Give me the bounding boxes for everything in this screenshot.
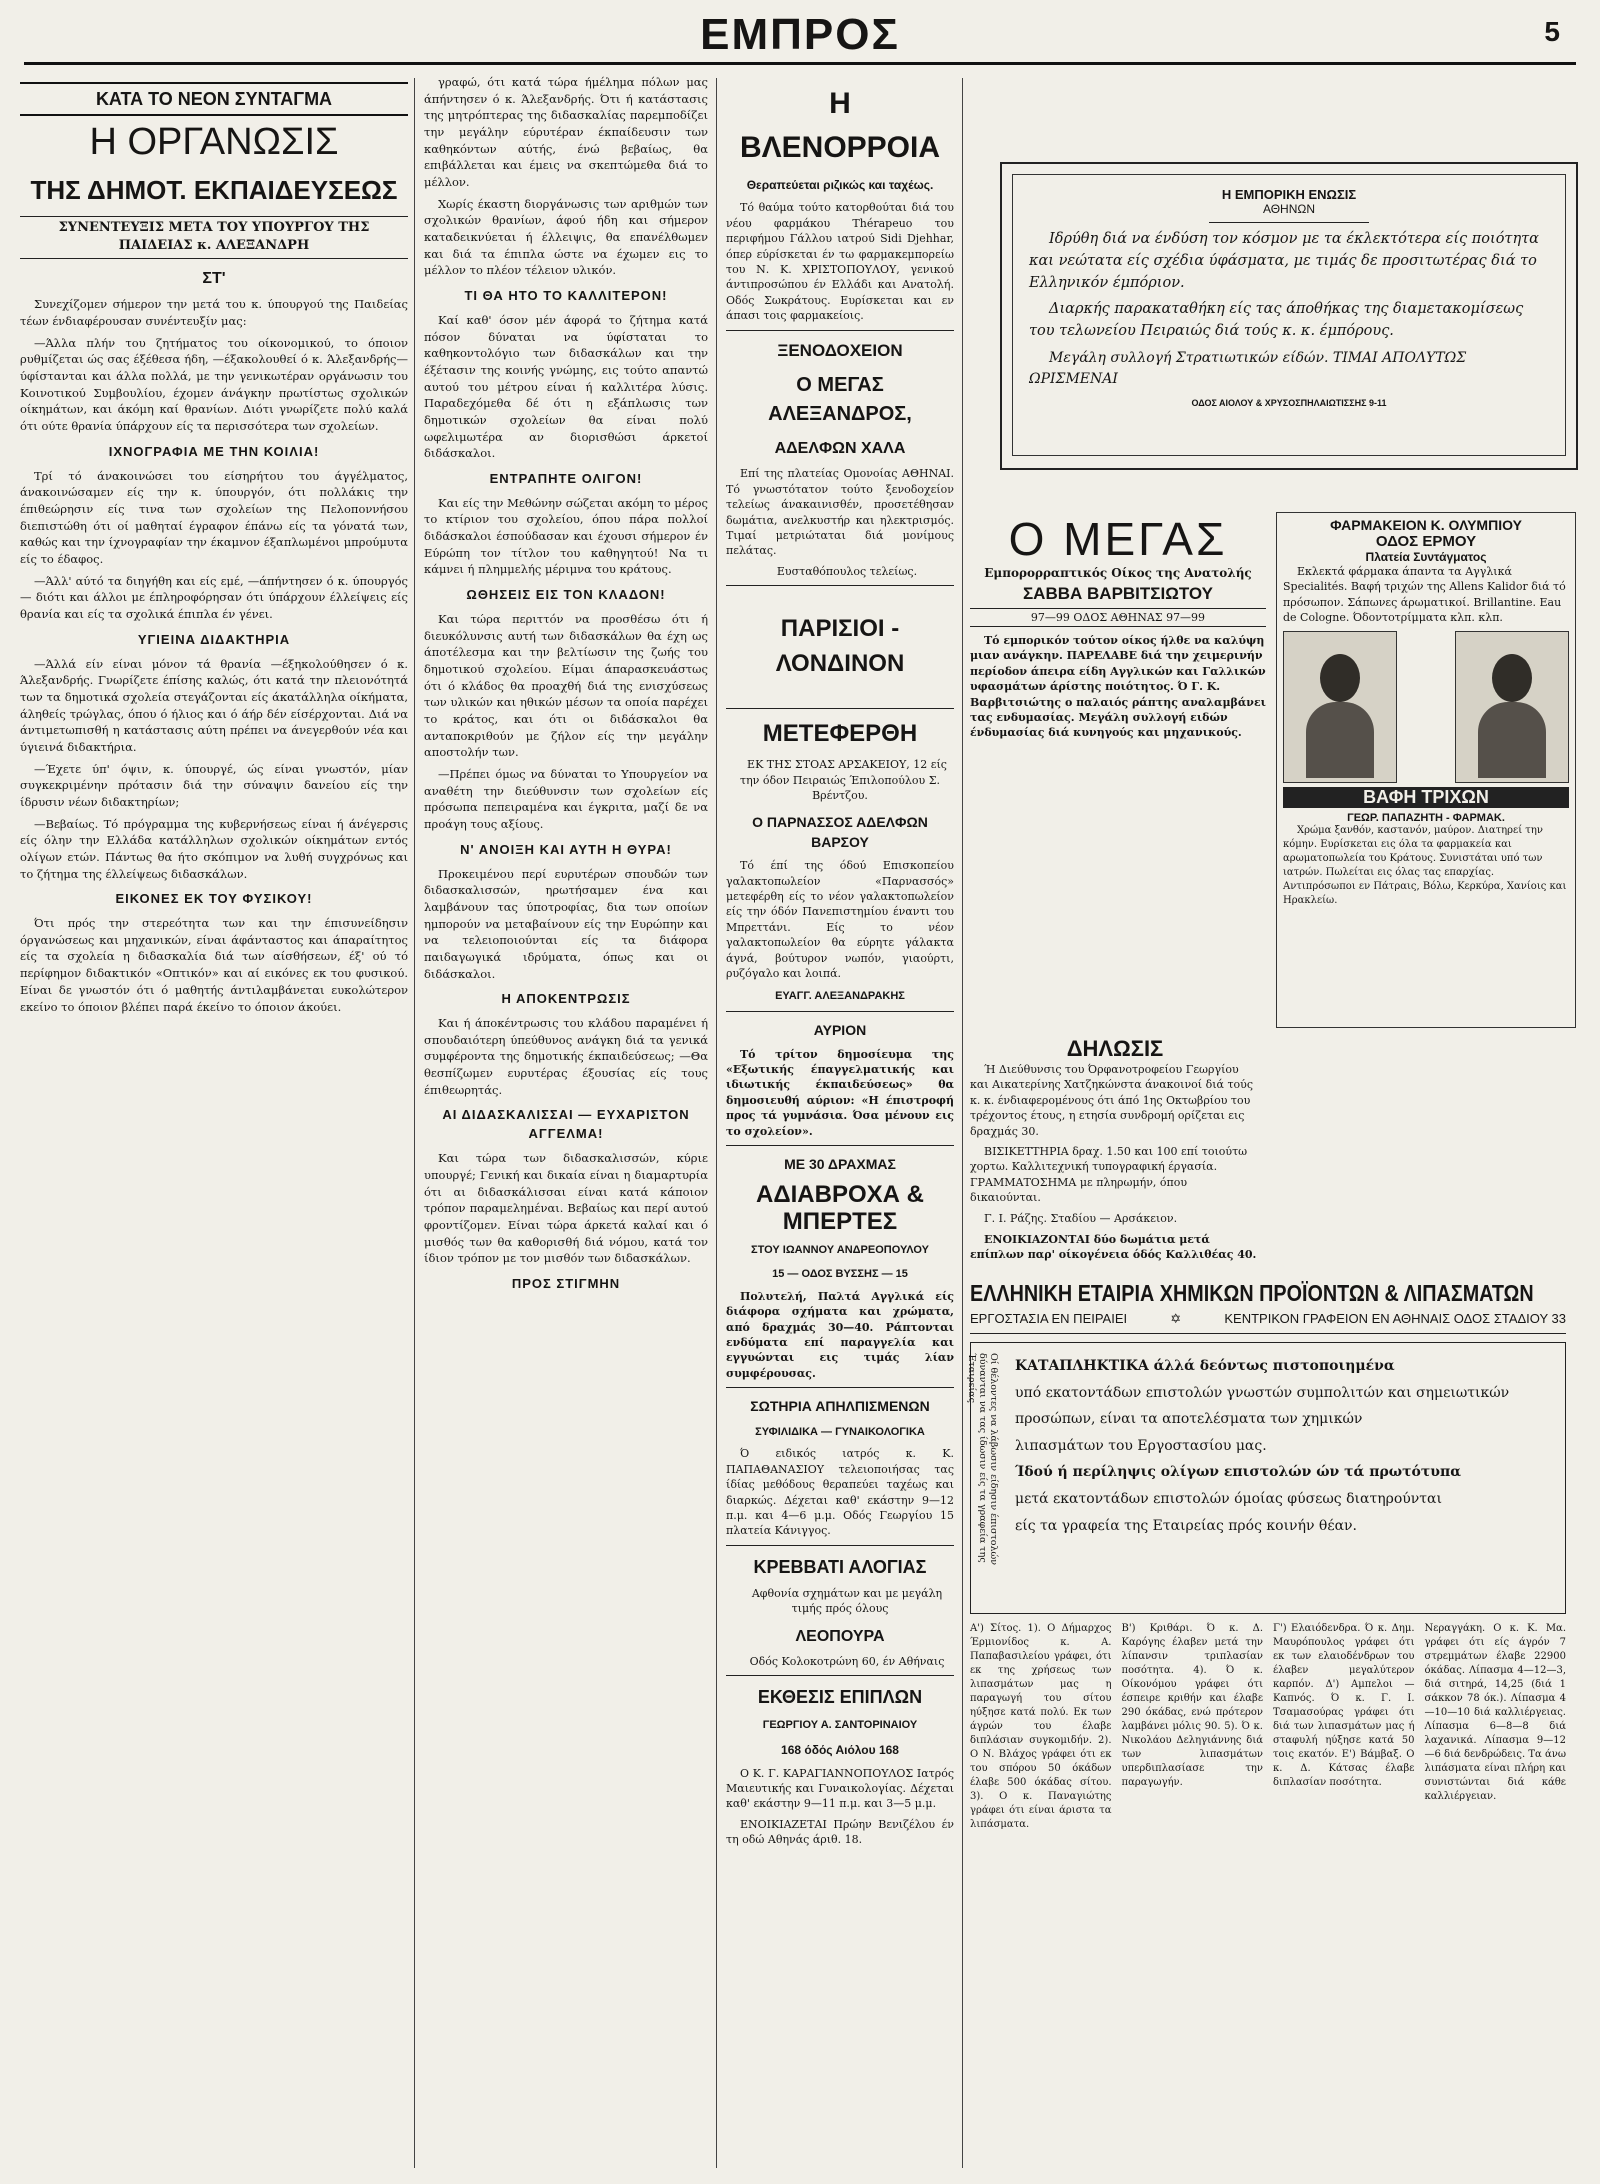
ads-column-3 [726, 74, 954, 2170]
divider [726, 330, 954, 331]
ad-line: Ίδού ή περίληψις ολίγων επιστολών ών τά πρωτότυπα [1015, 1464, 1461, 1481]
article-column-1 [20, 74, 408, 2170]
column-divider [962, 78, 963, 2168]
chemical-ad [966, 1280, 1566, 2160]
ad-title: ΑΔΙΑΒΡΟΧΑ & ΜΠΕΡΤΕΣ [756, 1181, 924, 1235]
testimonial-col: Γ') Ελαιόδενδρα. Ό κ. Δημ. Μαυρόπουλος γράφει ότι εκ των ελαιοδένδρων του έλαβεν μεγαλύτερον καρπόν. Δ') Αμπελοι — Καπνός. Ό κ. Γ. Ι. Τσαμασούρας γράφει ότι διά των λιπασμάτων μας ή σταφυλή ηύξησε κατά 50 τοις εκατόν. Ε') Βάμβαξ. Ο κ. Δ. Κάτσας έλαβε διπλασίαν ποσότητα. [1273, 1623, 1415, 1788]
page-number: 5 [1544, 16, 1560, 47]
ad-title: ΠΑΡΙΣΙΟΙ - ΛΟΝΔΙΝΟΝ [775, 615, 905, 677]
paragraph: γραφώ, ότι κατά τώρα ήμέλημα πόλων μας άπήντησεν ό κ. Άλεξανδρής. Ότι ή κατάστασις της μητρόπτερας της διδασκαλίας παρεμποδίζει την μεγάλην εύρυτέραν έκπαίδευσιν των καθηκόντων αύτής, ένώ βεβαίως, θα επιβάλλεται και έμεις να σκεπτώμεθα διά το μέλλον. [424, 75, 708, 190]
paragraph: Προκειμένου περί ευρυτέρων σπουδών των διδασκαλισσών, ηρωτήσαμεν ένα και λαμβάνουν τας ύποτροφίας, δια των οποίων ημπορούν να μεταβαίνουν είς την Ευρώπην και να τελειοποιούνται είς τα διάφορα παιδαγωγικά ιδρύματα, όπως και οι διδάσκαλοι. [424, 866, 708, 981]
divider [726, 1675, 954, 1676]
subheading: ΕΙΚΟΝΕΣ ΕΚ ΤΟΥ ΦΥΣΙΚΟΥ! [115, 891, 313, 907]
ad-line: λιπασμάτων του Εργοστασίου μας. [1015, 1437, 1267, 1454]
ad-body: ΕΝΟΙΚΙΑΖΕΤΑΙ Πρώην Βενιζέλου έν τη οδώ Αθηνάς άριθ. 18. [726, 1817, 954, 1847]
divider [726, 1145, 954, 1146]
ad-subtitle: ΣΥΦΙΛΙΔΙΚΑ — ΓΥΝΑΙΚΟΛΟΓΙΚΑ [755, 1425, 925, 1438]
union-ad [1000, 162, 1578, 470]
ad-title: ΕΛΛΗΝΙΚΗ ΕΤΑΙΡΙΑ ΧΗΜΙΚΩΝ ΠΡΟΪΟΝΤΩΝ & ΛΙΠΑΣΜΑΤΩΝ [970, 1280, 1534, 1306]
divider [726, 708, 954, 709]
ad-subtitle: Εμπορορραπτικός Οίκος της Ανατολής [984, 566, 1252, 580]
paragraph: Ότι πρός την στερεότητα των και την έπισυνείδησιν όργανώσεως και μηχανικών, είναι άφάνταστος και άπαραίτητος είς τα σχολεία η διδασκαλία διά των αίσθήσεων, έξ' ού τό περίφημον διδακτικόν «Οπτικόν» και αί εικόνες εκ του φυσικού. Είναι δε γνωστόν ότι ό μαθητής άντιλαμβάνεται ευκολώτερον εκείνο το όποιον βλέπει παρά έκείνο το όποιον άκούει. [20, 916, 408, 1014]
megas-ad [970, 512, 1266, 1026]
ad-body: Ο Κ. Γ. ΚΑΡΑΓΙΑΝΝΟΠΟΥΛΟΣ Ιατρός Μαιευτικής και Γυναικολογίας. Δέχεται καθ' εκάστην 9—11 π.μ. και 3—5 μ.μ. [726, 1766, 954, 1811]
ad-title: Ο ΜΕΓΑΣ ΑΛΕΞΑΝΔΡΟΣ, [768, 374, 912, 426]
testimonial-col: Νεραγγάκη. Ο κ. Κ. Μα. γράφει ότι είς άγρόν 7 στρεμμάτων έλαβε 22900 όκάδας. Λίπασμα 4—12—3, διά σιτηρά, 14,25 (διά 1 σάκκον 78 όκ.). Λίπασμα 4—10—10 διά καλλιέργειας. Λίπασμα 6—8—8 διά λαχανικά. Λίπασμα 9—12—6 διά δενδρώδεις. Τα άνω λιπάσματα είναι πλήρη και συνιστώνται διά κάθε καλλιέργειαν. [1424, 1623, 1566, 1802]
ad-title: ΦΑΡΜΑΚΕΙΟΝ Κ. ΟΛΥΜΠΙΟΥ [1330, 517, 1522, 533]
ad-subtitle: ΓΕΩΡ. ΠΑΠΑΖΗΤΗ - ΦΑΡΜΑΚ. [1347, 811, 1505, 824]
subheading: Ν' ΑΝΟΙΞΗ ΚΑΙ ΑΥΤΗ Η ΘΥΡΑ! [460, 841, 672, 857]
rent-notice [970, 1232, 1266, 1272]
ad-body: Τό θαύμα τούτο κατορθούται διά του νέου φαρμάκου Thérapeuo του περιφήμου Γάλλου ιατρού Sidi Djehhar, όπερ εύρίσκεται έν τω φαρμακεμπορείω του Ν. Κ. ΧΡΙΣΤΟΠΟΥΛΟΥ, γενικού άντιπροσώπου έν Ελλάδι και Ανατολή. Οδός Σωκράτους. Ευρίσκεται και εν άπασι τοις φαρμακείοις. [726, 201, 954, 323]
column-divider [716, 78, 717, 2168]
testimonial-col: Α') Σίτος. 1). Ο Δήμαρχος Έρμιονίδος κ. Α. Παπαβασιλείου γράφει, ότι εκ της χρήσεως των λιπασμάτων μας η παραγωγή του σίτου ηύξησε κατά πολύ. Εκ των άγρών του έλαβε διπλάσιαν συγκομιδήν. 2). Ο Ν. Βλάχος γράφει ότι εκ του σπόρου 50 όκάδων έλαβε 500 όκάδας σίτου. 3). Ο κ. Παναγιώτης γράφει ότι είναι άριστα τα λιπάσματα. [970, 1623, 1112, 1830]
divider [726, 1387, 954, 1388]
ad-title: ΣΩΤΗΡΙΑ ΑΠΗΛΠΙΣΜΕΝΩΝ [750, 1398, 930, 1415]
testimonial-col: Β') Κριθάρι. Ό κ. Δ. Καρόγης έλαβεν μετά την λίπανσιν τριπλασίαν ποσότητα. 4). Ό κ. Οίκονόμου γράφει ότι έσπειρε κριθήν και έλαβε 290 όκάδας, ενώ πρότερον λαμβάνει μόλις 90. 5). Ό κ. Νικολάου Δεληγιάννης διά των λιπασμάτων υπερδιπλασίασε την παραγωγήν. [1121, 1623, 1263, 1788]
ad-title: ΔΗΛΩΣΙΣ [1066, 1036, 1164, 1061]
testimonial-text [1015, 1353, 1551, 1539]
ad-title: ΑΥΡΙΟΝ [813, 1022, 867, 1039]
subheading: Η ΑΠΟΚΕΝΤΡΩΣΙΣ [501, 991, 631, 1007]
ad-title: ΒΑΦΗ ΤΡΙΧΩΝ [1283, 787, 1569, 808]
paragraph: Και τώρα περιττόν να προσθέσω ότι ή διευκόλυνσις αυτή των διδασκάλων θα έχη ως άποτέλεσμα και την βελτίωσιν της ζωής του δημοτικού σχολείου. Είμαι άπαρασκευάστως ότι ό κλάδος θα προαχθή διά της ενισχύσεως των υλικών και ηθικών μέσων τα οποία παρέχει το κράτος, και ότι οι διδάσκαλοι θα ανταποκριθούν με ζήλον είς την μεγάλην αποστολήν των. [424, 612, 708, 760]
paragraph: —Βεβαίως. Τό πρόγραμμα της κυβερνήσεως είναι ή άνέγερσις είς όλην την Ελλάδα κατάλληλων σχολικών οίκημάτων εντός ολίγων ετών. Πάντως θα ήτο σκόπιμον να λυθή συγχρόνως και το ζήτημα της έλλείψεως διδασκάλων. [20, 816, 408, 881]
paragraph: Και ή άποκέντρωσις του κλάδου παραμένει ή σπουδαιότερη ύπεύθυνος ανάγκη διά τα γενικά συμφέροντα της δημοτικής έκπαιδεύσεως; —Θα θεσπίζωμεν ευρυτέρας έξουσίας είς τους έπιθεωρητάς. [424, 1016, 708, 1097]
article-kicker: ΚΑΤΑ ΤΟ ΝΕΟΝ ΣΥΝΤΑΓΜΑ [20, 82, 408, 116]
ad-title: Η ΒΛΕΝΟΡΡΟΙΑ [739, 87, 941, 164]
subheading: ΑΙ ΔΙΔΑΣΚΑΛΙΣΣΑΙ — ΕΥΧΑΡΙΣΤΟΝ ΑΓΓΕΛΜΑ! [442, 1107, 690, 1142]
ad-subtitle: Πλατεία Συντάγματος [1365, 550, 1487, 564]
ad-body: Επί της πλατείας Ομονοίας ΑΘΗΝΑΙ. Τό γνωστότατον τούτο ξενοδοχείον τελείως άνακαινισθέν, προσετέθησαν δωμάτια, ανελκυστήρ και ηλεκτρισμός. Τιμαί μετριώταται διά μονίμους πελάτας. [726, 467, 954, 558]
ad-body: Πολυτελή, Παλτά Αγγλικά είς διάφορα σχήματα και χρώματα, από δραχμάς 30—40. Ράπτονται ενδύματα επί παραγγελία και εγγυώνται εις τιμάς λίαν συμφέρουσας. [726, 1289, 954, 1380]
ad-title: Η ΕΜΠΟΡΙΚΗ ΕΝΩΣΙΣ [1221, 187, 1357, 202]
ad-body: Γ. Ι. Ράζης. Σταδίου — Αρσάκειον. [984, 1211, 1178, 1225]
ad-line: υπό εκατοντάδων επιστολών γνωστών συμπολιτών και σημειωτικών προσώπων, είναι τα αποτελέσματα των χημικών [1015, 1384, 1510, 1428]
ad-subtitle: ΟΔΟΣ ΕΡΜΟΥ [1375, 533, 1477, 550]
ad-title: Ο ΜΕΓΑΣ [1008, 513, 1228, 565]
paragraph: —Άλλα πλήν του ζητήματος του οίκονομικού, το όποιον ρυθμίζεται ώς σας έξέθεσα ήδη, —έξακολουθεί ό κ. Άλεξανδρής— ύφίστανται και άλλα πολλά, με την γενικωτέραν οργάνωσιν του Κοινοτικού Συμβουλίου, έχομεν άνάγκην πρωτίστως σχολικών οίκημάτων, και άκόμη καί θρανίων. Διότι γνωρίζετε πολύ καλά ότι ούτε θρανία ύπάρχουν είς τα περισσότερα των σχολείων. [20, 335, 408, 434]
paragraph: —Πρέπει όμως να δύναται το Υπουργείον να αναθέτη την διεύθυνσιν των σχολείων είς πρόσωπα πεπειραμένα και έγκριτα, μαζί δε να προάγη τους αξίους. [424, 767, 708, 832]
subheading: ΥΓΙΕΙΝΑ ΔΙΔΑΚΤΗΡΙΑ [137, 631, 291, 647]
ad-subtitle: ΓΕΩΡΓΙΟΥ Α. ΣΑΝΤΟΡΙΝΑΙΟΥ [762, 1719, 918, 1732]
ad-address: ΟΔΟΣ ΑΙΟΛΟΥ & ΧΡΥΣΟΣΠΗΛΑΙΩΤΙΣΣΗΣ 9-11 [1191, 397, 1387, 408]
ad-kicker: ΞΕΝΟΔΟΧΕΙΟΝ [777, 340, 903, 360]
paragraph: Και είς την Μεθώνην σώζεται ακόμη το μέρος το κτίριον του σχολείου, όπου πάρα πολλοί διδάσκαλοι έσπούδασαν και έχουσι σήμερον έν Εύρώπη τον τίτλον του καθηγητού! Να τι κάμνει ή πλημμελής μέριμνα του κράτους. [424, 495, 708, 577]
subheading: ΙΧΝΟΓΡΑΦΙΑ ΜΕ ΤΗΝ ΚΟΙΛΙΑ! [108, 443, 320, 459]
ad-body: Ιδρύθη διά να ένδύση τον κόσμον με τα έκλεκτότερα είς ποιότητα και νεώτατα είς σχέδια ύφάσματα, με τιμάς δε προσιτωτέρας διά το Ελληνικόν έμπόριον. [1029, 231, 1539, 291]
ad-address: 15 — ΟΔΟΣ ΒΥΣΣΗΣ — 15 [772, 1267, 908, 1280]
ad-subtitle: Θεραπεύεται ριζικώς και ταχέως. [746, 178, 934, 192]
article-headline-2: ΤΗΣ ΔΗΜΟΤ. ΕΚΠΑΙΔΕΥΣΕΩΣ [30, 174, 398, 205]
subheading: ΕΝΤΡΑΠΗΤΕ ΟΛΙΓΟΝ! [489, 470, 643, 486]
divider [970, 1333, 1566, 1334]
ad-body: Τό τρίτον δημοσίευμα της «Εξωτικής έπαγγελματικής και ιδιωτικής έκπαιδεύσεως» θα δημοσιευθή αύριον: «Η έπιστροφή προς τά γυμνάσια. Όσα μένουν εις το σχολείον». [726, 1047, 954, 1138]
ad-title: Ο ΠΑΡΝΑΣΣΟΣ ΑΔΕΛΦΩΝ ΒΑΡΣΟΥ [752, 813, 928, 850]
testimonial-box [966, 1342, 1566, 1614]
ad-body: Διαρκής παρακαταθήκη είς τας άποθήκας της διαμετακομίσεως του τελωνείου Πειραιώς διά τούς κ. κ. έμπόρους. [1029, 301, 1524, 339]
ad-footer: Ευσταθόπουλος τελείως. [776, 564, 918, 578]
testimonial-columns [970, 1622, 1566, 1832]
ad-line: ΚΑΤΑΠΛΗΚΤΙΚΑ άλλά δεόντως πιστοποιημένα [1015, 1358, 1395, 1374]
divider [726, 1011, 954, 1012]
paragraph: —Έχετε ύπ' όψιν, κ. ύπουργέ, ώς είναι γνωστόν, μίαν συγκεκριμένην πρότασιν διά την σύναψιν δανείου είς την ίδρυσιν νέων διδακτηρίων; [20, 761, 408, 809]
ad-body: Τό έπί της όδού Επισκοπείου γαλακτοπωλείον «Παρνασσός» μετεφέρθη είς το νέον γαλακτοπωλείον είς την όδόν Πανεπιστημίου έναντι του Μπρεττάνι. Είς το νέον γαλακτοπωλείον θα εύρητε γάλακτα άγνά, βούτυρον νωπόν, γιαούρτι, ρυζόγαλο και λοιπά. [726, 859, 954, 980]
divider [1209, 222, 1369, 223]
ad-body: Ή Διεύθυνσις του Όρφανοτροφείου Γεωργίου και Αικατερίνης Χατζηκώνστα άνακοινοί διά τούς κ. κ. ένδιαφερομένους ότι άπό 1ης Οκτωβρίου του τρέχοντος έτους, η ετησία συνδρομή ορίζεται εις δραχμάς 30. [970, 1063, 1254, 1138]
woman-portrait [1455, 631, 1569, 783]
ad-subtitle: ΛΕΟΠΟΥΡΑ [795, 1627, 885, 1645]
paragraph: Τρί τό άνακοινώσει του είσηρήτου του άγγέλματος, άνακοινώσαμεν είς την κ. ύπουργόν, ότι πολλάκις την έπιθεώρησιν είς τινα των σχολείων της Πελοποννήσου διεπιστώθη ότι οί μαθηταί έγραφον έπάνω είς τα γόνατά των, καθώς και την ίχνογραφίαν την έκαμνον έξαπλωμένοι μπρούμυτα είς το έδαφος. [20, 468, 408, 567]
ad-body: Μεγάλη συλλογή Στρατιωτικών είδών. ΤΙΜΑΙ ΑΠΟΛΥΤΩΣ ΩΡΙΣΜΕΝΑΙ [1029, 349, 1467, 387]
subheading: ΩΘΗΣΕΙΣ ΕΙΣ ΤΟΝ ΚΛΑΔΟΝ! [466, 587, 666, 603]
signature: ΕΥΑΓΓ. ΑΛΕΞΑΝΔΡΑΚΗΣ [775, 990, 905, 1003]
ad-line: είς τα γραφεία της Εταιρείας πρός κοινήν θέαν. [1015, 1517, 1358, 1534]
ad-body: ΒΙΣΙΚΕΤΤΗΡΙΑ δραχ. 1.50 και 100 επί τοιούτω χορτω. Καλλιτεχνική τυπογραφική έργασία. ΓΡΑΜΜΑΤΟΣΗΜΑ με πληρωμήν, όπου δικαιούνται. [970, 1144, 1248, 1205]
article-headline: Η ΟΡΓΑΝΩΣΙΣ [89, 121, 339, 164]
ad-office: ΚΕΝΤΡΙΚΟΝ ΓΡΑΦΕΙΟΝ ΕΝ ΑΘΗΝΑΙΣ ΟΔΟΣ ΣΤΑΔΙΟΥ 33 [1224, 1311, 1566, 1326]
ad-title: ΚΡΕΒΒΑΤΙ ΑΛΟΓΙΑΣ [753, 1556, 927, 1577]
ad-subtitle: ΑΘΗΝΩΝ [1262, 202, 1316, 216]
paragraph: Καί καθ' όσον μέν άφορά το ζήτημα κατά πόσον δύναται να ύφίσταται το καθηκοντολόγιο των διδασκάλων και την έξέτασιν της κοινής γνώμης, εις τούτο απαντώ αυτού του μέτρου είναι ή καλλιτέρα λύσις. Παραδεχόμεθα δέ ότι η εξάπλωσις των δημοτικών σχολείων θα είναι πολύ ωφελιμωτέρα αν διορισθώσι άρκετοί διδάσκαλοι. [424, 312, 708, 461]
ad-title: ΕΚΘΕΣΙΣ ΕΠΙΠΛΩΝ [757, 1687, 923, 1708]
ad-address: 97—99 ΟΔΟΣ ΑΘΗΝΑΣ 97—99 [970, 608, 1266, 627]
ad-subtitle: ΑΔΕΛΦΩΝ ΧΑΛΑ [774, 440, 906, 458]
ad-subtitle: ΣΤΟΥ ΙΩΑΝΝΟΥ ΑΝΔΡΕΟΠΟΥΛΟΥ [751, 1244, 929, 1257]
paragraph: Χωρίς έκαστη διοργάνωσις των αριθμών των σχολικών θρανίων, άφού ήδη και σήμερον καταδεικνύεται ή έλλειψις, θα επανέλθωμεν και διά τα έπιπλα ώστε να έχωμεν εις το μέλλον το πλέον τέλειον υλικόν. [424, 196, 708, 278]
pharmacy-ad [1276, 512, 1576, 1028]
ad-body: Ό ειδικός ιατρός κ. Κ. ΠΑΠΑΘΑΝΑΣΙΟΥ τελειοποιήσας τας ίδίας μεθόδους θεραπεύει ταχέως και διαρκώς. Δέχεται καθ' εκάστην 9—12 π.μ. και 4—6 μ.μ. Οδός Γεωργίου 15 πλατεία Κάνιγγος. [726, 1447, 954, 1538]
masthead [0, 0, 1600, 70]
ad-body: Αφθονία σχημάτων και με μεγάλη τιμής πρός όλους [751, 1586, 943, 1616]
ad-line: μετά εκατοντάδων επιστολών όμοίας φύσεως διατηρούνται [1015, 1490, 1442, 1507]
side-note: Οί θέλοντες να λάβωσιν είδησιν έπιστολών δύνανται να τας ίδωσιν είς τα γραφεία της Έταιρείας [966, 1353, 999, 1566]
divider [726, 585, 954, 586]
article-column-2 [424, 74, 708, 2170]
portrait-row [1277, 631, 1575, 783]
ad-header-row [970, 1311, 1566, 1327]
paragraph: —Άλλ' αύτό τα διηγήθη και είς εμέ, —άπήντησεν ό κ. ύπουργός— διότι και άλλοι με έπληροφόρησαν ότι ύπάρχουν έλλείψεις είς θρανία και είς τα σχολικά έπιπλα έν γένει. [20, 573, 408, 622]
ad-factory: ΕΡΓΟΣΤΑΣΙΑ ΕΝ ΠΕΙΡΑΙΕΙ [970, 1311, 1128, 1326]
ad-body: Χρώμα ξανθόν, καστανόν, μαύρον. Διατηρεί την κόμην. Ευρίσκεται εις όλα τα φαρμακεία και αρωματοπωλεία του Κράτους. Συνιστάται υπό των ιατρών. Πωλείται εις όλας τας επαρχίας. Αντιπρόσωποι εν Πάτραις, Βόλω, Κερκύρα, Χανίοις και Ηρακλείω. [1283, 824, 1567, 906]
ad-body: Εκλεκτά φάρμακα άπαντα τα Αγγλικά Specialités. Βαφή τριχών της Allens Kalidor διά τό πρόσωπον. Σάπωνες άρωματικοί. Brillantine. Eau de Cologne. Όδοντοτρίμματα κλπ. κλπ. [1283, 565, 1566, 625]
masthead-rule [24, 62, 1576, 65]
column-divider [414, 78, 415, 2168]
article-part: ΣΤ' [202, 270, 226, 288]
paragraph: Συνεχίζομεν σήμερον την μετά του κ. ύπουργού της Παιδείας τέων ένδιαφέρουσαν συνέντευξίν μας: [20, 297, 408, 329]
subheading: ΤΙ ΘΑ ΗΤΟ ΤΟ ΚΑΛΛΙΤΕΡΟΝ! [464, 288, 668, 304]
dilosis-notice [970, 1036, 1566, 1224]
ad-name: ΣΑΒΒΑ ΒΑΡΒΙΤΣΙΩΤΟΥ [1022, 584, 1214, 603]
paragraph: —Άλλά είν είναι μόνον τά θρανία —έξηκολούθησεν ό κ. Άλεξανδρής. Γνωρίζετε έπίσης καλώς, ότι κατά την πλειονότητά των τα δημοτικά σχολεία στεγάζονται είς άκατάλληλα οίκήματα, άληθείς τρώγλας, όπου ό ήλιος και ό άήρ δέν είσέρχονται. Διά να άντιμετωπισθή η κατάστασις αύτη πρέπει να άνεγερθούν νέα και ύγιεινά διδακτήρια. [20, 656, 408, 754]
divider [726, 1545, 954, 1546]
ad-title: ΜΕΤΕΦΕΡΘΗ [762, 719, 918, 747]
subheading: ΠΡΟΣ ΣΤΙΓΜΗΝ [511, 1275, 621, 1291]
ad-address: 168 όδός Αιόλου 168 [781, 1743, 899, 1758]
star-icon: ✡ [1170, 1311, 1182, 1326]
article-deck: ΣΥΝΕΝΤΕΥΞΙΣ ΜΕΤΑ ΤΟΥ ΥΠΟΥΡΓΟΥ ΤΗΣ ΠΑΙΔΕΙΑΣ κ. ΑΛΕΞΑΝΔΡΗ [20, 216, 408, 260]
man-portrait [1283, 631, 1397, 783]
ad-address: Οδός Κολοκοτρώνη 60, έν Αθήναις [749, 1654, 945, 1668]
newspaper-name: ΕΜΠΡΟΣ [700, 10, 900, 59]
ad-body: ΕΝΟΙΚΙΑΖΟΝΤΑΙ δύο δωμάτια μετά επίπλων παρ' οίκογένεια όδός Καλλιθέας 40. [970, 1233, 1257, 1262]
paragraph: Και τώρα των διδασκαλισσών, κύριε υπουργέ; Γενική και δικαία είναι η διαμαρτυρία ότι αι διδασκάλισσαι είναι κατά κάποιον τρόπον παραμελημέναι. Βεβαίως και περί αυτού φροντίζομεν. Είναι τώρα άρκετά καλαί και ό μισθός των θα καθορισθή διά νόμου, κατά τον ίδιον τρόπον με τον μισθόν των διδασκάλων. [424, 1151, 708, 1266]
ad-kicker: ΜΕ 30 ΔΡΑΧΜΑΣ [784, 1155, 896, 1172]
ad-body: ΕΚ ΤΗΣ ΣΤΟΑΣ ΑΡΣΑΚΕΙΟΥ, 12 είς την όδον Πειραιώς Έπιλοπούλου Σ. Βρέντζου. [740, 758, 947, 803]
ad-body: Τό εμπορικόν τούτον οίκος ήλθε να καλύψη μιαν ανάγκην. ΠΑΡΕΛΑΒΕ διά την χειμερινήν περίοδον άπειρα είδη Αγγλικών και Γαλλικών υφασμάτων άρίστης ποιότητος. Ό Γ. Κ. Βαρβιτσιώτης ο παλαιός ράπτης αναλαμβάνει τας ενδυμασίας. Μεγάλη συλλογή ειδών ένδυμασίας διά κυνηγούς και μηχανικούς. [970, 634, 1266, 740]
